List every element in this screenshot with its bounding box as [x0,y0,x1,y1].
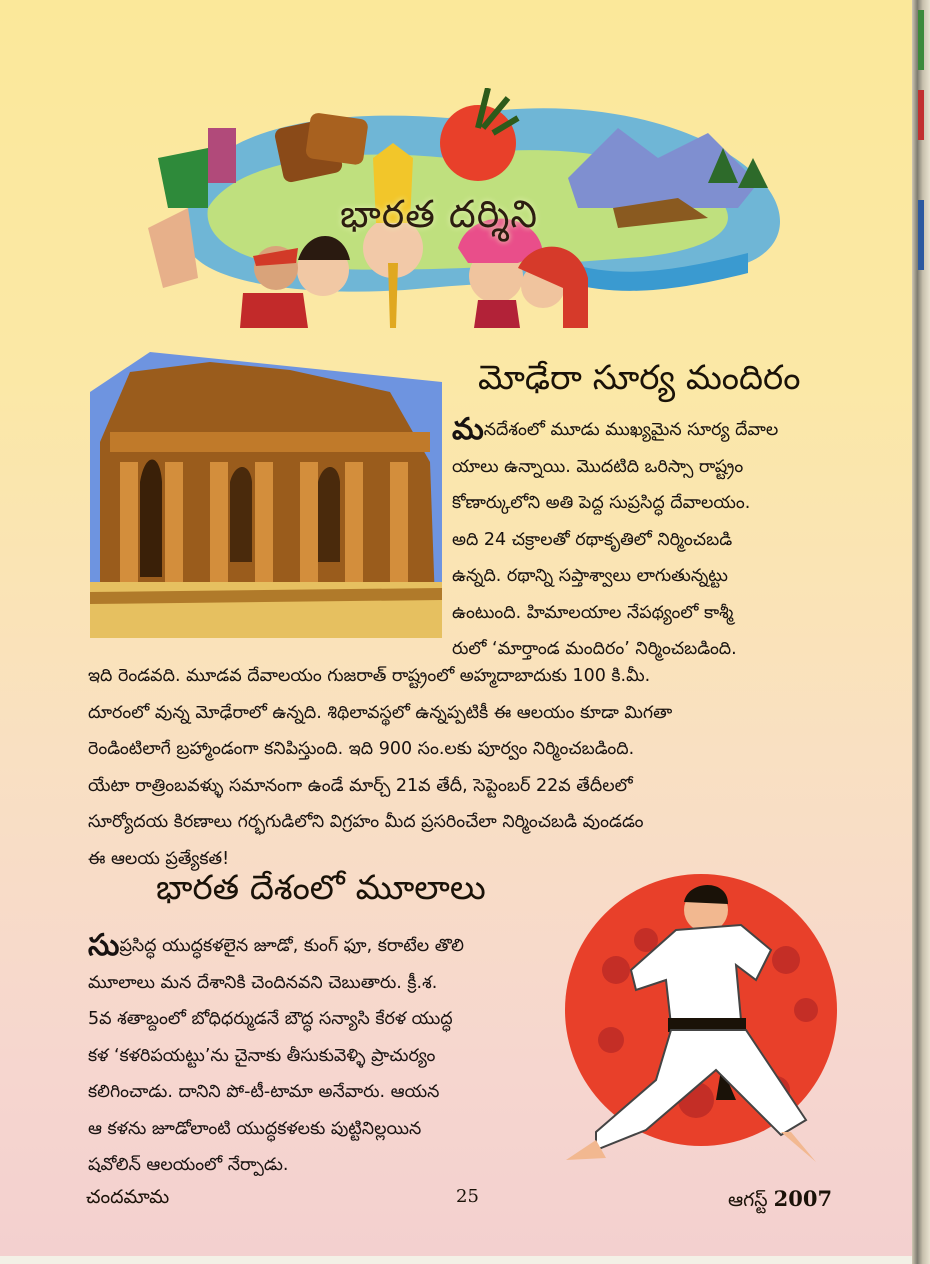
section-heading-modhera: మోఢేరా సూర్య మందిరం [478,358,801,398]
text-line: ఉంటుంది. హిమాలయాల నేపథ్యంలో కాశ్మీ [452,602,734,623]
text-line: సూర్యోదయ కిరణాలు గర్భగుడిలోని విగ్రహం మీద ప్రసరించేలా నిర్మించబడి వుండడం [88,812,644,832]
text-line: 5వ శతాబ్దంలో బోధిధర్ముడనే బౌద్ధ సన్యాసి కేరళ యుద్ధ [88,1009,453,1029]
text-line: మూలాలు మన దేశానికి చెందినవని చెబుతారు. క్రీ.శ. [88,972,438,993]
section1-full-text [88,658,848,877]
text-line: కలిగించాడు. దానిని పో-టీ-టామా అనేవారు. ఆయన [88,1082,440,1102]
text-line: యేటా రాత్రింబవళ్ళు సమానంగా ఉండే మార్చ్ 21వ తేదీ, సెప్టెంబర్ 22వ తేదీలలో [88,775,633,796]
text-line: రులో ‘మార్తాండ మందిరం’ నిర్మించబడింది. [452,639,737,659]
drop-cap: సు [88,928,120,963]
text-line: షవోలిన్ ఆలయంలో నేర్పాడు. [88,1155,289,1175]
footer-date [728,1186,832,1216]
footer-magazine-name: చందమామ [86,1186,170,1208]
text-line: దూరంలో వున్న మోఢేరాలో ఉన్నది. శిథిలావస్థలో ఉన్నప్పటికీ ఈ ఆలయం కూడా మిగతా [88,702,673,723]
banner-title: భారత దర్శిని [340,192,539,236]
section-heading-roots: భారత దేశంలో మూలాలు [156,868,486,908]
text-line: అది 24 చక్రాలతో రథాకృతిలో నిర్మించబడి [452,529,733,550]
footer-month: ఆగస్ట్ [728,1189,768,1211]
section2-text [88,928,568,1184]
footer-year: 2007 [773,1186,833,1211]
drop-cap: మ [452,412,484,447]
text-line: ఉన్నది. రథాన్ని సప్తాశ్వాలు లాగుతున్నట్టు [452,566,728,586]
text-line: సుప్రసిద్ధ యుద్ధకళలైన జూడో, కుంగ్ ఫూ, కరాటేల తొలి [88,928,465,963]
text-line: యాలు ఉన్నాయి. మొదటిది ఒరిస్సా రాష్ట్రం [452,456,744,477]
page-number: 25 [456,1186,479,1207]
text-line: కళ ‘కళరిపయట్టు’ను చైనాకు తీసుకువెళ్ళి ప్రాచుర్యం [88,1045,436,1066]
text-line: మనదేశంలో మూడు ముఖ్యమైన సూర్య దేవాల [452,412,779,447]
section1-side-text [452,412,852,668]
text-line: కోణార్కులోని అతి పెద్ద సుప్రసిద్ధ దేవాలయం. [452,493,751,513]
text-line: ఆ కళను జూడోలాంటి యుద్ధకళలకు పుట్టినిల్లయిన [88,1118,422,1139]
page-edge [912,0,930,1264]
text-line: రెండింటిలాగే బ్రహ్మాండంగా కనిపిస్తుంది. ఇది 900 సం.లకు పూర్వం నిర్మించబడింది. [88,739,635,759]
temple-photo [90,352,442,638]
text-line: ఈ ఆలయ ప్రత్యేకత! [88,848,230,869]
karate-illustration [556,870,846,1170]
text-line: ఇది రెండవది. మూడవ దేవాలయం గుజరాత్ రాష్ట్రంలో అహ్మదాబాదుకు 100 కి.మీ. [88,666,651,686]
